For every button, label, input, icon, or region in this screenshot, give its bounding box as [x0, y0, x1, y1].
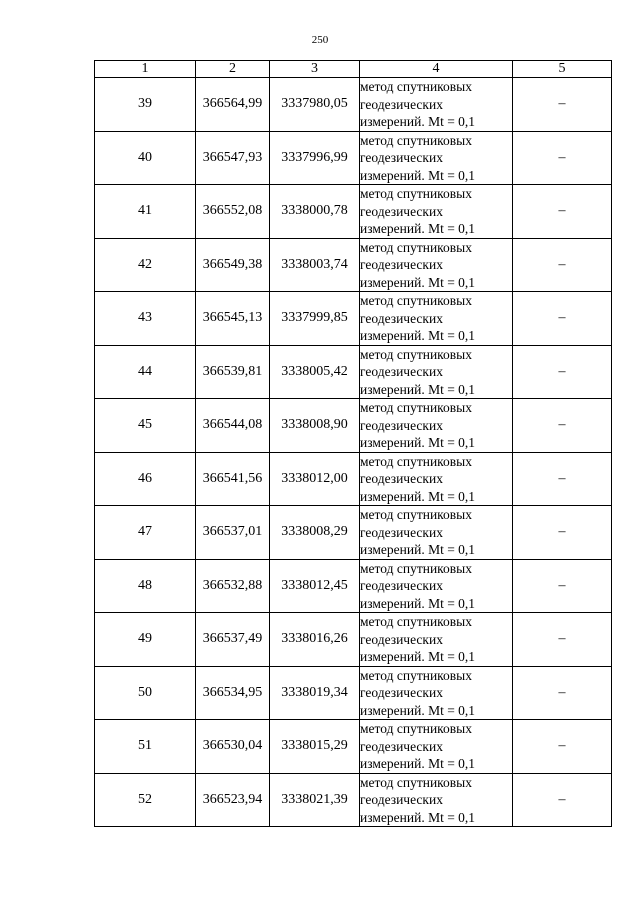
note-cell: –: [513, 452, 612, 506]
method-line: измерений. Mt = 0,1: [360, 488, 476, 504]
x-coordinate-cell: 366539,81: [196, 345, 270, 399]
table-row: [95, 506, 612, 560]
note-cell: –: [513, 238, 612, 292]
y-coordinate-cell: 3338016,26: [270, 613, 360, 667]
y-coordinate-cell: 3338003,74: [270, 238, 360, 292]
method-line: метод спутниковых: [360, 400, 472, 415]
note-cell: –: [513, 292, 612, 346]
method-line: метод спутниковых: [360, 614, 472, 629]
method-line: геодезических: [360, 203, 443, 219]
point-number-cell: 44: [95, 345, 196, 399]
y-coordinate-cell: 3338000,78: [270, 185, 360, 239]
method-line: измерений. Mt = 0,1: [360, 649, 476, 664]
method-cell: [360, 666, 513, 720]
method-line: метод спутниковых: [360, 132, 472, 148]
method-line: геодезических: [360, 310, 443, 326]
table-row: [95, 666, 612, 720]
note-cell: –: [513, 559, 612, 613]
note-cell: –: [513, 666, 612, 720]
table-row: [95, 185, 612, 239]
table-row: [95, 399, 612, 453]
table-row: [95, 559, 612, 613]
point-number-cell: 43: [95, 292, 196, 346]
point-number-cell: 40: [95, 131, 196, 185]
method-cell: [360, 720, 513, 774]
x-coordinate-cell: 366545,13: [196, 292, 270, 346]
header-row: [95, 61, 612, 78]
y-coordinate-cell: 3337999,85: [270, 292, 360, 346]
method-line: метод спутниковых: [360, 667, 472, 683]
table-row: [95, 131, 612, 185]
note-cell: –: [513, 720, 612, 774]
x-coordinate-cell: 366552,08: [196, 185, 270, 239]
method-line: метод спутниковых: [360, 239, 472, 255]
method-line: измерений. Mt = 0,1: [360, 328, 476, 343]
method-line: измерений. Mt = 0,1: [360, 435, 476, 450]
method-line: геодезических: [360, 364, 443, 379]
x-coordinate-cell: 366534,95: [196, 666, 270, 720]
method-cell: [360, 452, 513, 506]
y-coordinate-cell: 3338019,34: [270, 666, 360, 720]
method-cell: [360, 506, 513, 560]
point-number-cell: 45: [95, 399, 196, 453]
page-number: 250: [311, 34, 329, 46]
y-coordinate-cell: 3338005,42: [270, 345, 360, 399]
table-row: [95, 78, 612, 132]
point-number-cell: 47: [95, 506, 196, 560]
note-cell: –: [513, 613, 612, 667]
method-line: метод спутниковых: [360, 79, 472, 94]
x-coordinate-cell: 366541,56: [196, 452, 270, 506]
method-cell: [360, 185, 513, 239]
x-coordinate-cell: 366537,49: [196, 613, 270, 667]
method-cell: [360, 559, 513, 613]
point-number-cell: 46: [95, 452, 196, 506]
method-line: геодезических: [360, 471, 443, 486]
method-line: измерений. Mt = 0,1: [360, 114, 476, 129]
note-cell: –: [513, 506, 612, 560]
method-line: измерений. Mt = 0,1: [360, 274, 476, 290]
method-line: геодезических: [360, 738, 443, 754]
table-row: [95, 345, 612, 399]
table-row: [95, 773, 612, 827]
method-cell: [360, 292, 513, 346]
y-coordinate-cell: 3338021,39: [270, 773, 360, 827]
point-number-cell: 52: [95, 773, 196, 827]
method-cell: [360, 345, 513, 399]
method-line: геодезических: [360, 417, 443, 433]
method-line: геодезических: [360, 524, 443, 540]
method-cell: [360, 238, 513, 292]
method-line: метод спутниковых: [360, 346, 472, 362]
header-col-5: 5: [513, 61, 612, 78]
x-coordinate-cell: 366544,08: [196, 399, 270, 453]
point-number-cell: 41: [95, 185, 196, 239]
method-line: метод спутниковых: [360, 507, 472, 522]
method-line: метод спутниковых: [360, 721, 472, 736]
header-col-2: 2: [196, 61, 270, 78]
method-line: метод спутниковых: [360, 186, 472, 201]
method-line: геодезических: [360, 150, 443, 165]
method-line: геодезических: [360, 578, 443, 593]
table-row: [95, 452, 612, 506]
method-line: измерений. Mt = 0,1: [360, 595, 476, 611]
method-line: геодезических: [360, 96, 443, 112]
table-row: [95, 238, 612, 292]
point-number-cell: 50: [95, 666, 196, 720]
x-coordinate-cell: 366537,01: [196, 506, 270, 560]
point-number-cell: 48: [95, 559, 196, 613]
y-coordinate-cell: 3338008,90: [270, 399, 360, 453]
point-number-cell: 39: [95, 78, 196, 132]
method-line: метод спутниковых: [360, 293, 472, 308]
method-line: геодезических: [360, 792, 443, 807]
note-cell: –: [513, 399, 612, 453]
note-cell: –: [513, 185, 612, 239]
table-row: [95, 613, 612, 667]
method-line: измерений. Mt = 0,1: [360, 702, 476, 718]
header-col-1: 1: [95, 61, 196, 78]
header-col-3: 3: [270, 61, 360, 78]
note-cell: –: [513, 773, 612, 827]
y-coordinate-cell: 3337996,99: [270, 131, 360, 185]
method-line: измерений. Mt = 0,1: [360, 756, 476, 771]
header-col-4: 4: [360, 61, 513, 78]
method-line: измерений. Mt = 0,1: [360, 542, 476, 557]
method-line: измерений. Mt = 0,1: [360, 167, 476, 183]
table-row: [95, 292, 612, 346]
method-line: геодезических: [360, 685, 443, 700]
method-line: метод спутниковых: [360, 774, 472, 790]
note-cell: –: [513, 345, 612, 399]
x-coordinate-cell: 366530,04: [196, 720, 270, 774]
y-coordinate-cell: 3338015,29: [270, 720, 360, 774]
x-coordinate-cell: 366564,99: [196, 78, 270, 132]
method-line: измерений. Mt = 0,1: [360, 221, 476, 236]
method-cell: [360, 131, 513, 185]
point-number-cell: 42: [95, 238, 196, 292]
method-line: измерений. Mt = 0,1: [360, 381, 476, 397]
method-line: геодезических: [360, 257, 443, 272]
y-coordinate-cell: 3338008,29: [270, 506, 360, 560]
note-cell: –: [513, 78, 612, 132]
method-line: измерений. Mt = 0,1: [360, 809, 476, 825]
method-line: метод спутниковых: [360, 453, 472, 469]
y-coordinate-cell: 3338012,00: [270, 452, 360, 506]
point-number-cell: 49: [95, 613, 196, 667]
note-cell: –: [513, 131, 612, 185]
coordinates-table: [94, 60, 612, 827]
table-header: [95, 61, 612, 78]
method-line: метод спутниковых: [360, 560, 472, 576]
table-row: [95, 720, 612, 774]
point-number-cell: 51: [95, 720, 196, 774]
table-body: [95, 78, 612, 827]
method-cell: [360, 613, 513, 667]
y-coordinate-cell: 3338012,45: [270, 559, 360, 613]
x-coordinate-cell: 366547,93: [196, 131, 270, 185]
method-cell: [360, 399, 513, 453]
x-coordinate-cell: 366532,88: [196, 559, 270, 613]
x-coordinate-cell: 366523,94: [196, 773, 270, 827]
method-line: геодезических: [360, 631, 443, 647]
method-cell: [360, 78, 513, 132]
y-coordinate-cell: 3337980,05: [270, 78, 360, 132]
x-coordinate-cell: 366549,38: [196, 238, 270, 292]
method-cell: [360, 773, 513, 827]
